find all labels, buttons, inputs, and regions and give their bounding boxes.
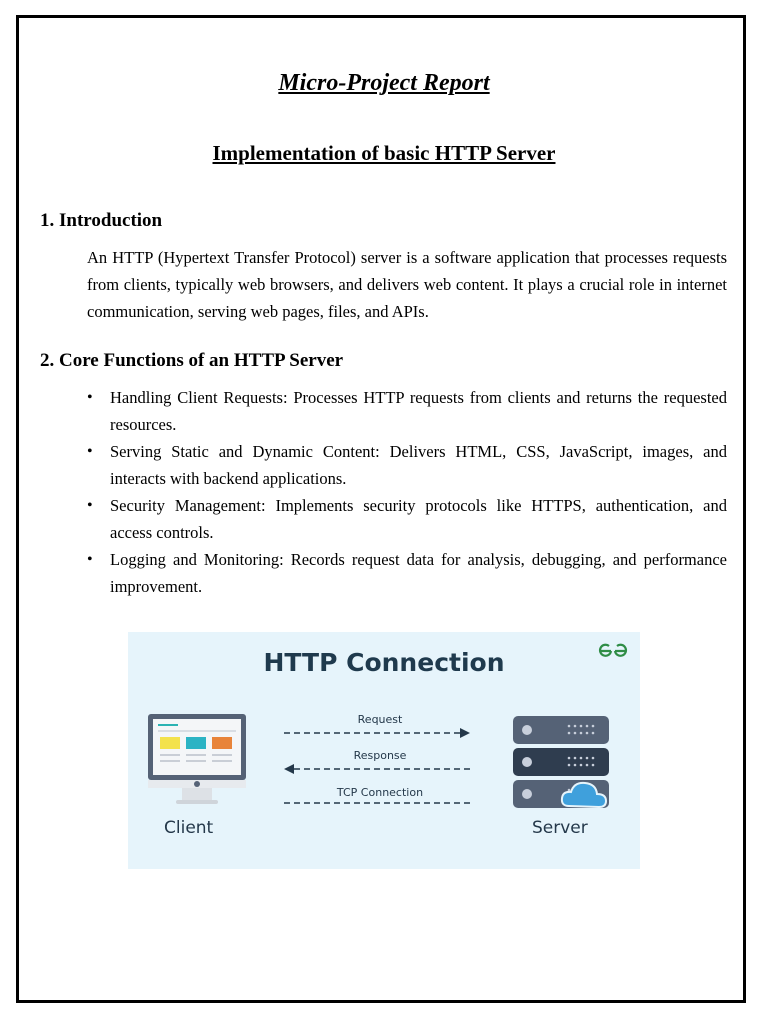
request-arrow-icon: [282, 727, 472, 739]
geeksforgeeks-logo-icon: [598, 642, 628, 664]
tcp-connection-line-icon: [282, 799, 472, 807]
server-rack-icon: [511, 714, 613, 810]
list-item: [87, 492, 727, 546]
bullet-icon: •: [87, 551, 93, 568]
response-arrow-label: Response: [353, 749, 407, 762]
request-arrow-label: Request: [357, 713, 403, 726]
list-item: [87, 384, 727, 438]
list-item-text: Security Management: Implements security protocols like HTTPS, authentication, and access controls.: [110, 496, 727, 542]
document-title: Micro-Project Report: [278, 70, 490, 96]
list-item: [87, 438, 727, 492]
server-label: Server: [532, 818, 588, 838]
client-label: Client: [164, 818, 214, 838]
client-computer-icon: [146, 712, 248, 808]
list-item-text: Serving Static and Dynamic Content: Delivers HTML, CSS, JavaScript, images, and interacts with backend applications.: [110, 442, 727, 488]
core-functions-list: [87, 384, 727, 600]
section-heading-introduction: 1. Introduction: [40, 210, 163, 231]
figure-title: HTTP Connection: [263, 648, 505, 677]
list-item-text: Logging and Monitoring: Records request data for analysis, debugging, and performance improvement.: [110, 550, 727, 596]
introduction-paragraph: An HTTP (Hypertext Transfer Protocol) server is a software application that processes requests from clients, typically web browsers, and delivers web content. It plays a crucial role in internet communication, serving web pages, files, and APIs.: [87, 248, 727, 321]
section-heading-core-functions: 2. Core Functions of an HTTP Server: [40, 350, 344, 371]
list-item: [87, 546, 727, 600]
bullet-icon: •: [87, 443, 93, 460]
tcp-connection-label: TCP Connection: [336, 786, 424, 799]
response-arrow-icon: [282, 763, 472, 775]
bullet-icon: •: [87, 389, 93, 406]
document-subtitle: Implementation of basic HTTP Server: [212, 141, 556, 165]
list-item-text: Handling Client Requests: Processes HTTP requests from clients and returns the requested resources.: [110, 388, 727, 434]
http-connection-figure: [128, 632, 640, 869]
bullet-icon: •: [87, 497, 93, 514]
